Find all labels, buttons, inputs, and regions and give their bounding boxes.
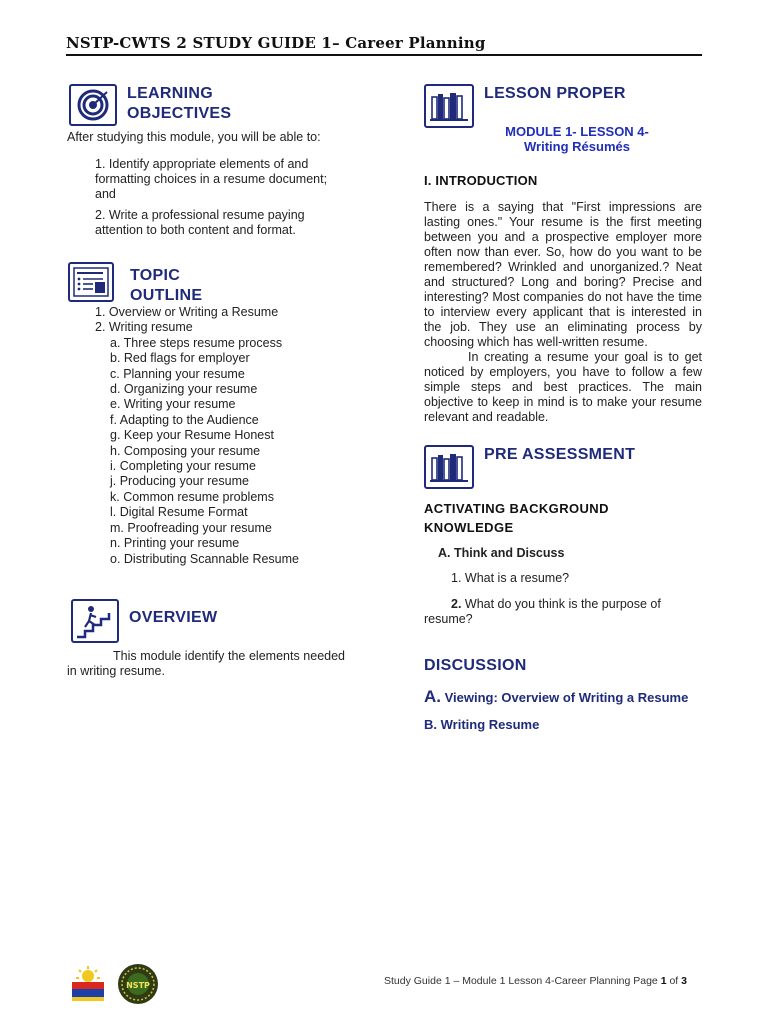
topic-outline-title-2: OUTLINE: [130, 287, 203, 304]
introduction-paragraph-2: In creating a resume your goal is to get noticed by employers, you have to follow a few simple steps and best practices. The main objective to keep in mind is to make your resume relevant and readable.: [424, 350, 702, 424]
svg-text:NSTP: NSTP: [126, 981, 150, 990]
learning-objectives-title-1: LEARNING: [127, 85, 213, 102]
list-item: l. Digital Resume Format: [110, 505, 248, 520]
sublist: [110, 336, 345, 567]
list-item: m. Proofreading your resume: [110, 520, 272, 535]
target-icon: [69, 84, 117, 126]
module-title-line1: MODULE 1- LESSON 4-: [505, 124, 649, 139]
question-2-number: 2.: [451, 597, 462, 611]
books-icon: [424, 445, 474, 489]
activating-knowledge-heading: [424, 499, 702, 537]
footer-total: 3: [681, 975, 687, 987]
question-2: [424, 597, 702, 627]
discussion-title: DISCUSSION: [424, 657, 527, 674]
seal-logo: [68, 966, 108, 1002]
list-item: f. Adapting to the Audience: [110, 412, 259, 427]
list-item: b. Red flags for employer: [110, 351, 250, 366]
list-item: 1. Overview or Writing a Resume: [95, 305, 279, 319]
learning-objectives-title-2: OBJECTIVES: [127, 105, 232, 122]
page-header: [66, 34, 702, 56]
overview-section: [67, 599, 345, 679]
pre-assessment-section: [424, 445, 702, 627]
overview-title: OVERVIEW: [129, 608, 218, 626]
discussion-item-b: B. Writing Resume: [424, 717, 540, 732]
books-icon: [424, 84, 474, 128]
lesson-proper-heading: [424, 84, 702, 128]
list-item: g. Keep your Resume Honest: [110, 428, 274, 443]
footer-page: 1: [660, 975, 667, 987]
activating-line2: KNOWLEDGE: [424, 520, 514, 535]
introduction-paragraph-1: There is a saying that "First impressions are lasting ones." Your resume is the first meeting between you and a prospective employer more often now than ever. So, how do you want to be remembered? Wrinkled and unorganized.? Neat and structured? Long and boring? Precise and interesting? Most companies do not have the time to interview every applicant that is interested in the job. They use an eliminating process by choosing which has well-written resume.: [424, 200, 702, 349]
list-item: j. Producing your resume: [110, 474, 249, 489]
discussion-item-a: [424, 687, 702, 707]
overview-text: This module identify the elements needed in writing resume.: [67, 648, 345, 678]
document-list-icon: [68, 262, 114, 302]
list-item: e. Writing your resume: [110, 397, 236, 412]
pre-assessment-title: PRE ASSESSMENT: [484, 446, 636, 463]
list-item: d. Organizing your resume: [110, 382, 258, 397]
topic-outline-section: [67, 262, 345, 567]
list-item: a. Three steps resume process: [110, 335, 283, 350]
objective-item: 2. Write a professional resume paying attention to both content and format.: [95, 208, 305, 237]
question-1: 1. What is a resume?: [451, 571, 570, 585]
lesson-proper-title: LESSON PROPER: [484, 85, 626, 102]
topic-outline-heading: [68, 262, 345, 306]
right-column: [424, 84, 702, 732]
climbing-stairs-icon: [71, 599, 119, 643]
think-discuss-heading: A. Think and Discuss: [438, 546, 565, 560]
page-footer: [384, 975, 687, 987]
topic-outline-title-1: TOPIC: [130, 267, 181, 284]
list-item: h. Composing your resume: [110, 443, 261, 458]
topic-outline-list: [95, 305, 345, 567]
discussion-item-a-letter: A.: [424, 687, 441, 706]
discussion-item-a-text: Viewing: Overview of Writing a Resume: [441, 690, 689, 705]
overview-heading: [71, 599, 345, 643]
list-item: n. Printing your resume: [110, 536, 240, 551]
module-title-line2: Writing Résumés: [524, 139, 630, 154]
module-title: [452, 124, 702, 154]
list-item: c. Planning your resume: [110, 366, 245, 381]
learning-objectives-section: [67, 84, 345, 238]
discussion-section: [424, 657, 702, 732]
list-item: k. Common resume problems: [110, 489, 274, 504]
nstp-logo: [115, 963, 161, 1005]
left-column: [67, 84, 345, 679]
activating-line1: ACTIVATING BACKGROUND: [424, 501, 609, 516]
pre-assessment-heading: [424, 445, 702, 489]
header-title: NSTP-CWTS 2 STUDY GUIDE 1– Career Planning: [66, 34, 486, 52]
footer-of: of: [666, 975, 682, 987]
objective-item: 1. Identify appropriate elements of and formatting choices in a resume document; and: [95, 157, 328, 201]
question-2-text: What do you think is the purpose of resume?: [424, 597, 661, 626]
list-item: 2. Writing resume: [95, 320, 193, 335]
learning-objectives-heading: [69, 84, 345, 126]
lesson-proper-section: [424, 84, 702, 425]
list-item: o. Distributing Scannable Resume: [110, 551, 299, 566]
footer-text: Study Guide 1 – Module 1 Lesson 4-Career Planning Page: [384, 975, 661, 987]
list-item: i. Completing your resume: [110, 459, 256, 474]
learning-objectives-intro: After studying this module, you will be able to:: [67, 130, 321, 144]
introduction-heading: I. INTRODUCTION: [424, 173, 538, 188]
